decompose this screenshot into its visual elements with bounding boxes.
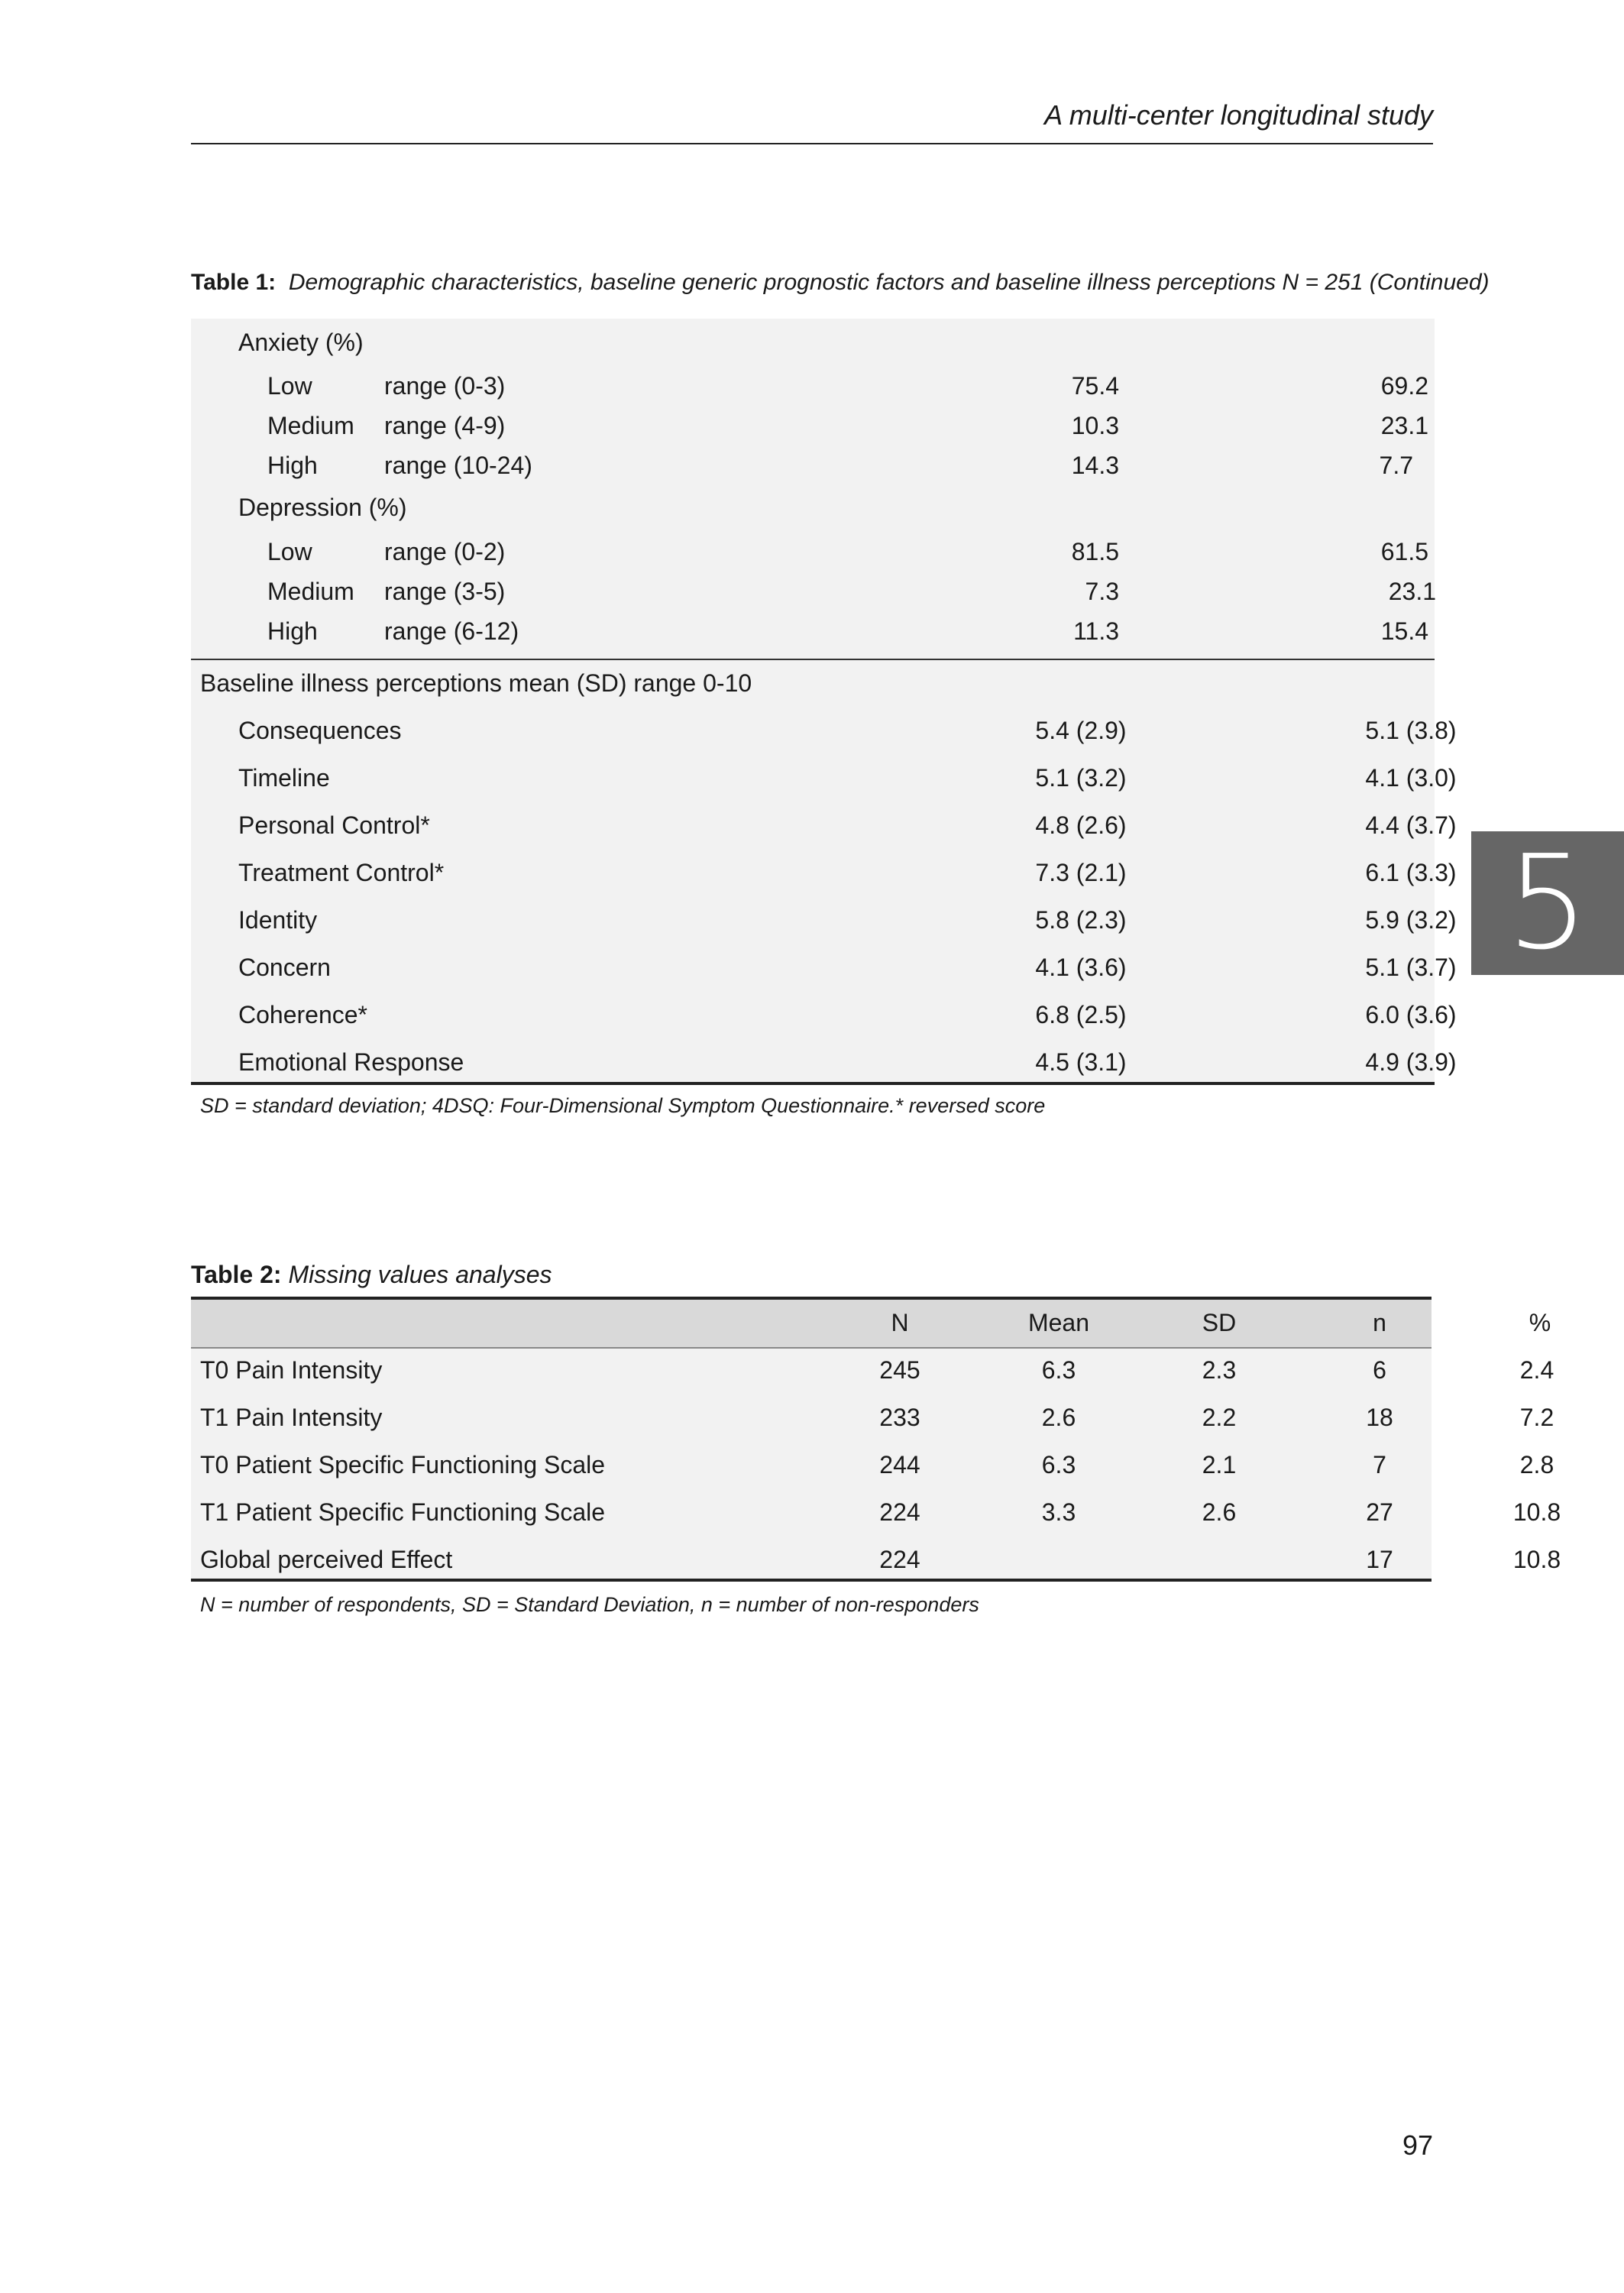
value-col2: 4.4 (3.7) [1365, 811, 1457, 839]
perceptions-heading: Baseline illness perceptions mean (SD) range 0-10 [200, 669, 752, 697]
row-label: T1 Pain Intensity [200, 1404, 383, 1431]
cell-mean: 6.3 [1041, 1356, 1076, 1384]
table1-label: Table 1: [191, 270, 277, 295]
perception-label: Treatment Control* [238, 859, 445, 886]
table1-caption-text: Demographic characteristics, baseline generic prognostic factors and baseline illness perceptions N = 251 (Continued) [288, 270, 1490, 295]
range-label: range (0-3) [384, 372, 506, 400]
value-col1: 4.5 (3.1) [1035, 1048, 1127, 1076]
range-label: range (3-5) [384, 578, 506, 605]
table2-body [191, 1349, 1561, 1582]
level-label: Medium [267, 578, 354, 605]
value-col1: 75.4 [1071, 372, 1119, 400]
range-label: range (6-12) [384, 617, 519, 645]
header-sd: SD [1202, 1309, 1237, 1336]
perception-label: Personal Control* [238, 811, 430, 839]
running-header: A multi-center longitudinal study [1044, 99, 1433, 131]
cell-n: 6 [1373, 1356, 1386, 1384]
cell-sd: 2.6 [1202, 1498, 1237, 1526]
value-col1: 4.1 (3.6) [1035, 954, 1127, 981]
value-col1: 4.8 (2.6) [1035, 811, 1127, 839]
depression-heading: Depression (%) [238, 494, 407, 521]
level-label: Low [267, 372, 312, 400]
perception-label: Coherence* [238, 1001, 367, 1028]
cell-mean: 3.3 [1041, 1498, 1076, 1526]
cell-percent: 2.8 [1519, 1451, 1554, 1478]
cell-N: 245 [879, 1356, 920, 1384]
value-col2: 5.9 (3.2) [1365, 906, 1457, 934]
header-percent: % [1529, 1309, 1551, 1336]
cell-sd: 2.3 [1202, 1356, 1237, 1384]
value-col1: 5.1 (3.2) [1035, 764, 1127, 792]
row-label: Global perceived Effect [200, 1546, 453, 1573]
perception-label: Consequences [238, 717, 402, 744]
level-label: High [267, 617, 318, 645]
value-col2: 6.1 (3.3) [1365, 859, 1457, 886]
value-col1: 5.8 (2.3) [1035, 906, 1127, 934]
table2-caption [191, 1261, 552, 1289]
value-col1: 5.4 (2.9) [1035, 717, 1127, 744]
perception-label: Identity [238, 906, 318, 934]
header-N: N [891, 1309, 909, 1336]
cell-percent: 2.4 [1519, 1356, 1554, 1384]
cell-N: 224 [879, 1498, 920, 1526]
cell-mean: 2.6 [1041, 1404, 1076, 1431]
anxiety-heading: Anxiety (%) [238, 329, 364, 356]
value-col1: 7.3 (2.1) [1035, 859, 1127, 886]
range-label: range (4-9) [384, 412, 506, 439]
page-number: 97 [1402, 2129, 1433, 2161]
value-col2: 23.1 [1380, 412, 1428, 439]
value-col1: 6.8 (2.5) [1035, 1001, 1127, 1028]
value-col2: 5.1 (3.7) [1365, 954, 1457, 981]
table2-caption-text: Missing values analyses [288, 1261, 552, 1288]
cell-n: 18 [1366, 1404, 1393, 1431]
cell-mean: 6.3 [1041, 1451, 1076, 1478]
value-col1: 7.3 [1085, 578, 1119, 605]
table1-hads-block [191, 319, 1435, 660]
value-col1: 10.3 [1071, 412, 1119, 439]
cell-N: 244 [879, 1451, 920, 1478]
table1-caption [191, 270, 1490, 296]
cell-sd: 2.2 [1202, 1404, 1237, 1431]
value-col1: 11.3 [1073, 617, 1119, 645]
value-col2: 5.1 (3.8) [1365, 717, 1457, 744]
level-label: Medium [267, 412, 354, 439]
perception-label: Timeline [238, 764, 330, 792]
value-col2: 23.1 [1388, 578, 1436, 605]
header-mean: Mean [1027, 1309, 1090, 1336]
table2-label: Table 2: [191, 1261, 282, 1288]
cell-n: 7 [1373, 1451, 1386, 1478]
range-label: range (0-2) [384, 538, 506, 565]
cell-N: 233 [879, 1404, 920, 1431]
header-rule [191, 143, 1433, 144]
cell-N: 224 [879, 1546, 920, 1573]
row-label: T1 Patient Specific Functioning Scale [200, 1498, 606, 1526]
value-col2: 69.2 [1380, 372, 1428, 400]
chapter-tab: 5 [1471, 831, 1624, 975]
level-label: Low [267, 538, 312, 565]
row-label: T0 Patient Specific Functioning Scale [200, 1451, 606, 1478]
value-col1: 81.5 [1071, 538, 1119, 565]
value-col2: 15.4 [1380, 617, 1428, 645]
range-label: range (10-24) [384, 452, 532, 479]
row-label: T0 Pain Intensity [200, 1356, 383, 1384]
table2-footnote: N = number of respondents, SD = Standard Deviation, n = number of non-responders [200, 1593, 979, 1616]
value-col2: 4.9 (3.9) [1365, 1048, 1457, 1076]
table1-perceptions-block [191, 660, 1457, 1085]
value-col2: 7.7 [1379, 452, 1413, 479]
value-col2: 6.0 (3.6) [1365, 1001, 1457, 1028]
perception-label: Emotional Response [238, 1048, 464, 1076]
table1-footnote: SD = standard deviation; 4DSQ: Four-Dimensional Symptom Questionnaire.* reversed score [200, 1094, 1046, 1117]
cell-n: 17 [1366, 1546, 1393, 1573]
cell-n: 27 [1366, 1498, 1393, 1526]
value-col2: 61.5 [1380, 538, 1428, 565]
perception-label: Concern [238, 954, 331, 981]
value-col2: 4.1 (3.0) [1365, 764, 1457, 792]
cell-sd: 2.1 [1202, 1451, 1237, 1478]
level-label: High [267, 452, 318, 479]
cell-percent: 7.2 [1519, 1404, 1554, 1431]
cell-percent: 10.8 [1512, 1498, 1561, 1526]
value-col1: 14.3 [1071, 452, 1119, 479]
cell-percent: 10.8 [1512, 1546, 1561, 1573]
table2-header [191, 1297, 1551, 1349]
header-n: n [1373, 1309, 1386, 1336]
